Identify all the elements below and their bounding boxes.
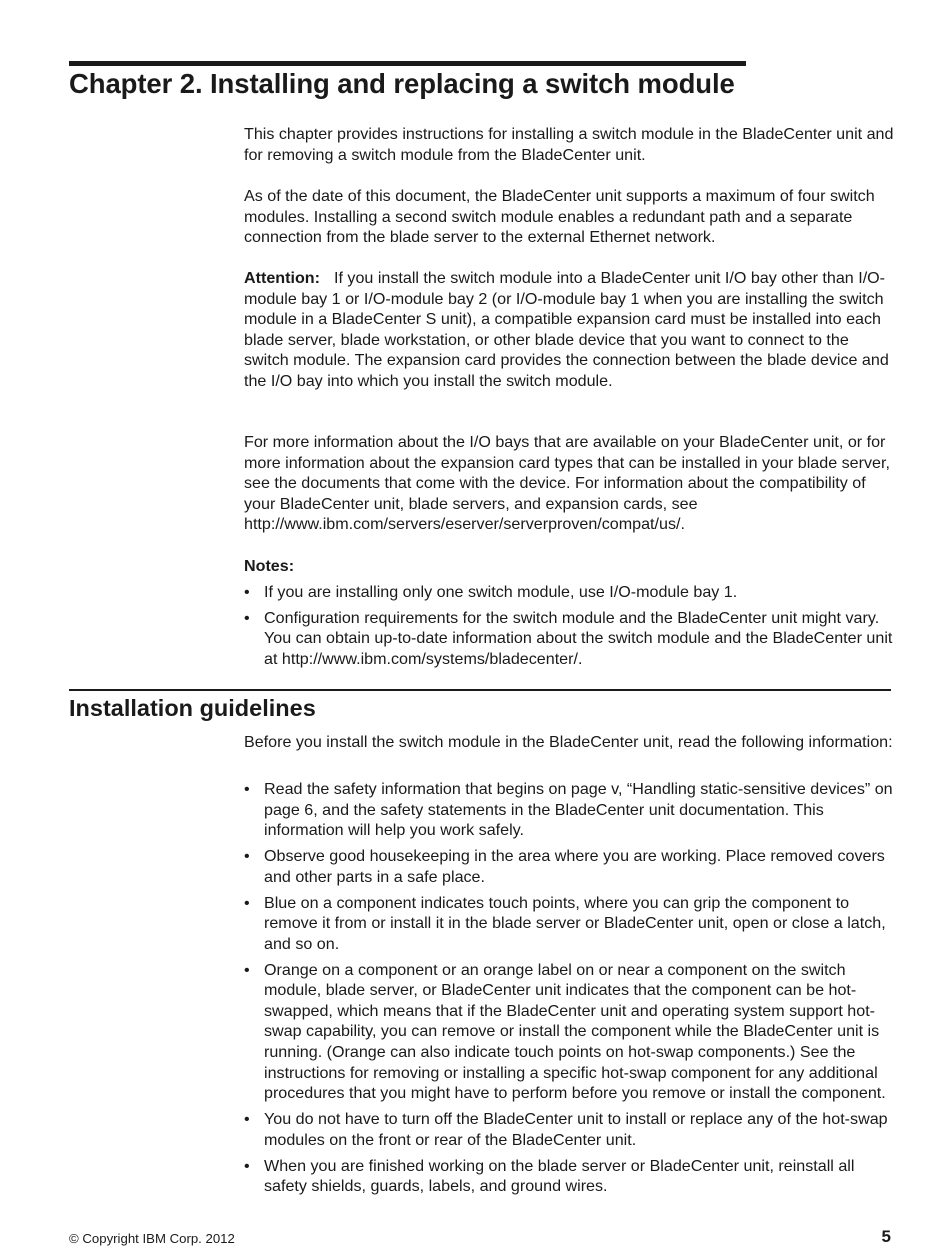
guideline-text: Blue on a component indicates touch points, where you can grip the component to remove it from or install it in the blade server or BladeCenter unit, open or close a latch, and so on. (264, 893, 886, 953)
attention-label: Attention: (244, 269, 320, 287)
section-title-rule (69, 689, 891, 691)
bullet-icon: • (244, 1110, 250, 1129)
list-item (244, 960, 894, 1104)
notes-list (244, 582, 894, 675)
list-item (244, 1109, 894, 1150)
section-title: Installation guidelines (69, 695, 316, 721)
attention-paragraph (244, 268, 894, 392)
chapter-title: Chapter 2. Installing and replacing a switch module (69, 68, 735, 99)
bullet-icon: • (244, 780, 250, 798)
intro-paragraph-1 (244, 124, 894, 165)
guideline-text: Observe good housekeeping in the area where you are working. Place removed covers and other parts in a safe place. (264, 847, 885, 886)
more-info-paragraph (244, 432, 894, 535)
bullet-icon: • (244, 583, 250, 601)
list-item (244, 608, 894, 670)
more-info-text: For more information about the I/O bays that are available on your BladeCenter unit, or for more information about the expansion card types that can be installed in your blade server, see the documents that come with the device. For information about the compatibility of your BladeCenter unit, blade servers, and expansion cards, see http://www.ibm.com/servers/eserver/serverproven/compat/us/. (244, 433, 890, 534)
guideline-text: Orange on a component or an orange label on or near a component on the switch module, blade server, or BladeCenter unit indicates that the component can be hot-swapped, which means that if the BladeCenter unit and operating system support hot-swap capability, you can remove or install the component while the BladeCenter unit is running. (Orange can also indicate touch points on hot-swap components.) See the instructions for removing or installing a specific hot-swap component for any additional procedures that you might have to perform before you remove or install the component. (264, 960, 886, 1103)
guideline-text: When you are finished working on the blade server or BladeCenter unit, reinstall all safety shields, guards, labels, and ground wires. (264, 1156, 855, 1196)
footer-copyright: © Copyright IBM Corp. 2012 (69, 1231, 235, 1246)
guidelines-list (244, 779, 894, 1202)
guideline-text: Read the safety information that begins on page v, “Handling static-sensitive devices” on page 6, and the safety statements in the BladeCenter unit documentation. This information will help you work safely. (264, 780, 893, 840)
note-text: If you are installing only one switch module, use I/O-module bay 1. (264, 583, 738, 601)
bullet-icon: • (244, 847, 250, 866)
notes-label: Notes: (244, 557, 295, 575)
intro-text-1: This chapter provides instructions for installing a switch module in the BladeCenter unit and for removing a switch module from the BladeCenter unit. (244, 125, 894, 164)
list-item (244, 779, 894, 841)
bullet-icon: • (244, 608, 250, 627)
intro-text-2: As of the date of this document, the BladeCenter unit supports a maximum of four switch modules. Installing a second switch module enables a redundant path and a separate connection from the blade server to the external Ethernet network. (244, 187, 875, 247)
list-item (244, 582, 894, 603)
list-item (244, 846, 894, 887)
list-item (244, 893, 894, 955)
guidelines-intro-text: Before you install the switch module in the BladeCenter unit, read the following information: (244, 733, 893, 751)
guidelines-intro-paragraph (244, 732, 894, 753)
guideline-text: You do not have to turn off the BladeCenter unit to install or replace any of the hot-swap modules on the front or rear of the BladeCenter unit. (264, 1110, 888, 1149)
attention-body (244, 268, 894, 392)
notes-heading (244, 556, 894, 577)
bullet-icon: • (244, 960, 250, 979)
bullet-icon: • (244, 893, 250, 912)
list-item (244, 1156, 894, 1197)
page-number: 5 (881, 1227, 891, 1246)
note-text: Configuration requirements for the switch module and the BladeCenter unit might vary. You can obtain up-to-date information about the switch module and the BladeCenter unit at http://www.ibm.com/systems/bladecenter/. (264, 608, 893, 669)
bullet-icon: • (244, 1156, 250, 1175)
attention-text: If you install the switch module into a BladeCenter unit I/O bay other than I/O-module bay 1 or I/O-module bay 2 (or I/O-module bay 1 when you are installing the switch module in a BladeCenter S unit), a compatible expansion card must be installed into each blade server, blade workstation, or other blade device that you want to connect to the switch module. The expansion card provides the connection between the blade device and the I/O bay into which you install the switch module. (244, 269, 889, 390)
intro-paragraph-2 (244, 186, 894, 248)
